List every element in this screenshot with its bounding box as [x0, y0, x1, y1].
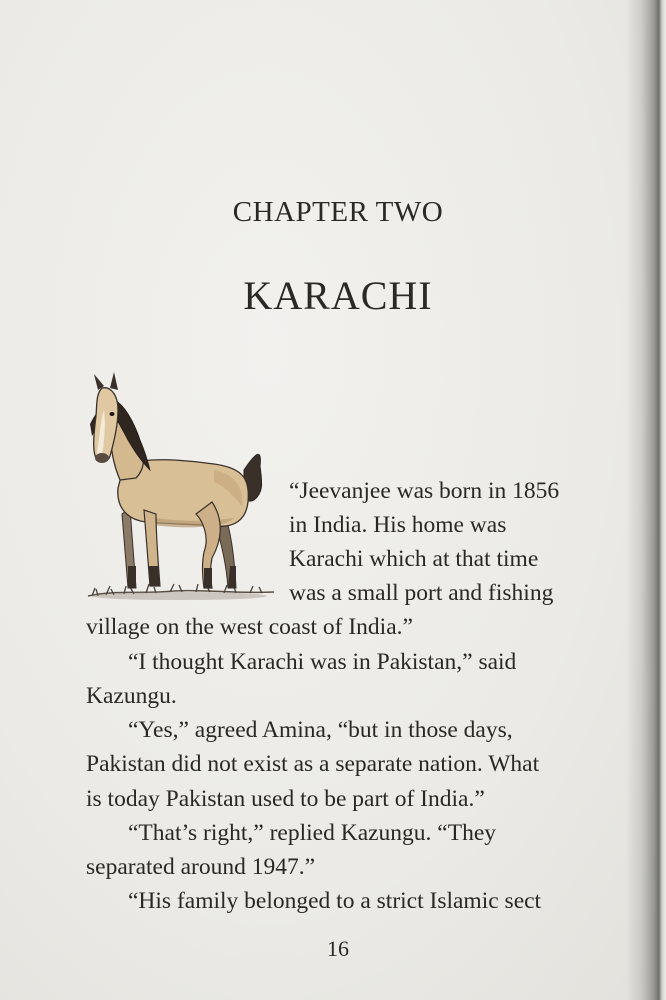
- text-line: village on the west coast of India.”: [86, 614, 413, 640]
- text-line: “That’s right,” replied Kazungu. “They: [128, 820, 497, 846]
- chapter-title: KARACHI: [243, 273, 433, 318]
- text-line: “Yes,” agreed Amina, “but in those days,: [128, 717, 513, 743]
- text-line: separated around 1947.”: [86, 854, 316, 880]
- horse-illustration: [84, 370, 280, 610]
- text-line: was a small port and fishing: [289, 580, 554, 606]
- text-line: in India. His home was: [289, 512, 507, 538]
- text-line: “Jeevanjee was born in 1856: [289, 478, 560, 504]
- text-line: is today Pakistan used to be part of India.”: [86, 786, 485, 812]
- book-spine-shadow: [626, 0, 666, 1000]
- text-line: Kazungu.: [86, 683, 177, 709]
- text-line: Pakistan did not exist as a separate nation. What: [86, 751, 540, 777]
- text-line: “I thought Karachi was in Pakistan,” said: [128, 649, 517, 675]
- chapter-label: CHAPTER TWO: [232, 196, 444, 228]
- page-number: 16: [327, 936, 349, 961]
- text-line: “His family belonged to a strict Islamic sect: [128, 888, 542, 914]
- text-line: Karachi which at that time: [289, 546, 539, 572]
